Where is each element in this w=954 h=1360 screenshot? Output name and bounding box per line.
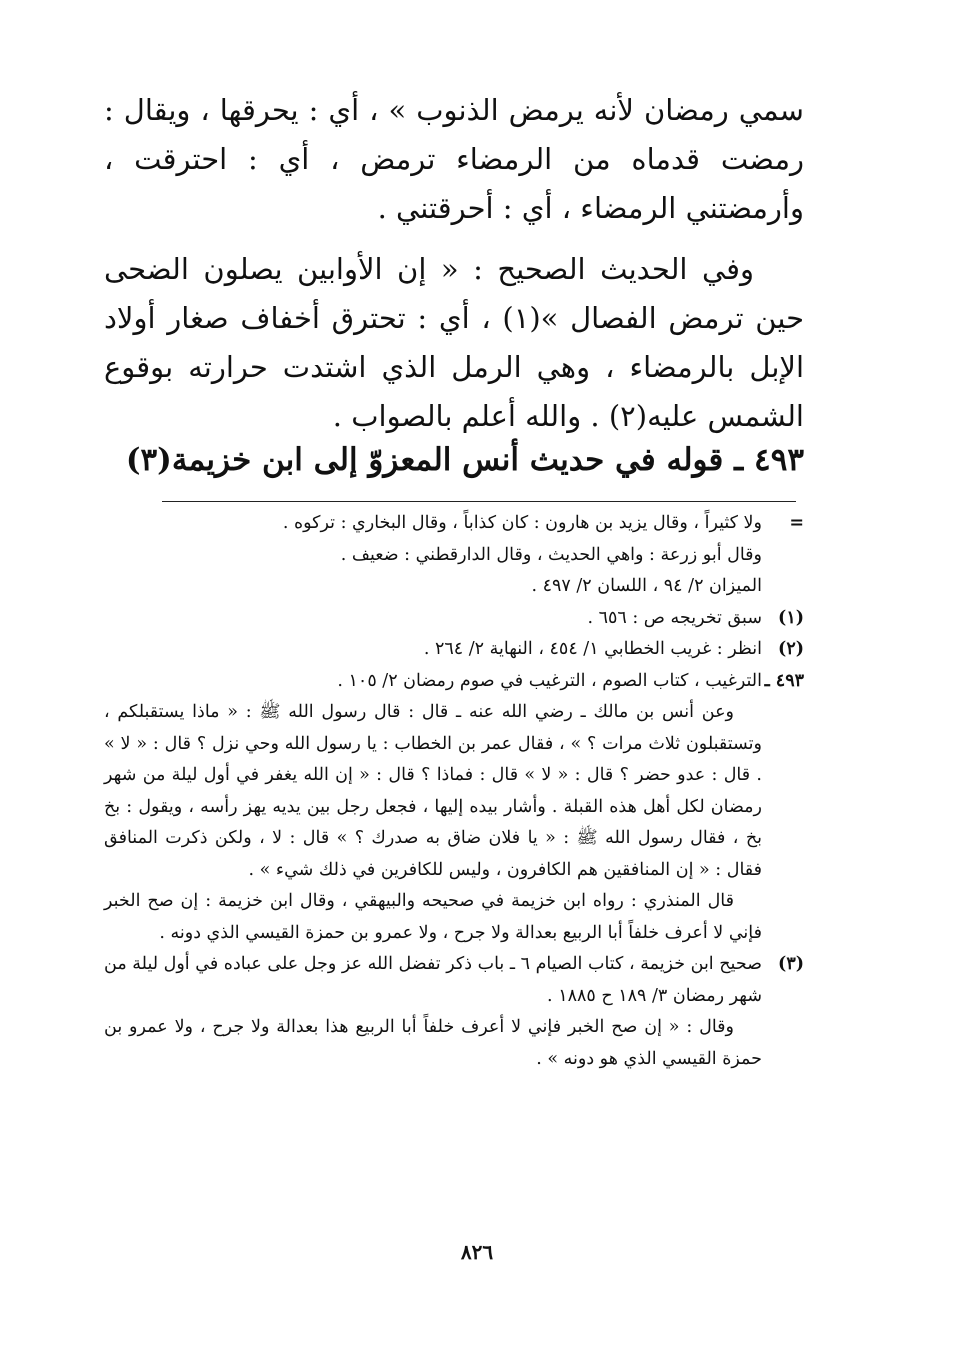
- footnote-mark: =: [789, 513, 804, 533]
- footnote-text: انظر : غريب الخطابي ١/ ٤٥٤ ، النهاية ٢/ ٢٦٤ .: [423, 639, 762, 659]
- footnote-text: صحيح ابن خزيمة ، كتاب الصيام ٦ ـ باب ذكر تفضل الله عز وجل على عباده في أول ليلة من شهر رمضان ٣/ ١٨٩ ح ١٨٨٥ .: [104, 954, 762, 1006]
- footnote-body: [104, 508, 762, 603]
- footnote-line: ولا كثيراً ، وقال يزيد بن هارون : كان كذاباً ، وقال البخاري : تركوه .: [282, 513, 762, 533]
- footnote-text: الترغيب ، كتاب الصوم ، الترغيب في صوم رمضان ٢/ ١٠٥ .: [337, 670, 762, 691]
- footnote-493: [104, 666, 804, 950]
- footnote-2: [104, 634, 804, 666]
- main-paragraph-1: سمي رمضان لأنه يرمض الذنوب » ، أي : يحرقها ، ويقال : رمضت قدماه من الرمضاء ترمض ، أي : احترقت ، وأرمضتني الرمضاء ، أي : أحرقتني .: [104, 93, 804, 225]
- entry-heading: ٤٩٣ ـ قوله في حديث أنس المعزوّ إلى ابن خزيمة(٣): [125, 442, 804, 478]
- footnote-mark: ٤٩٣ ـ: [764, 670, 804, 691]
- footnote-3: [104, 949, 804, 1075]
- page-number: ٨٢٦: [460, 1240, 494, 1264]
- footnote-text: سبق تخريجه ص : ٦٥٦ .: [587, 607, 762, 628]
- footnote-mark: (١): [778, 607, 804, 628]
- footnote-line: الميزان ٢/ ٩٤ ، اللسان ٢/ ٤٩٧ .: [531, 576, 762, 596]
- footnote-hadith: وعن أنس بن مالك ـ رضي الله عنه ـ قال : قال رسول الله ﷺ : « ماذا يستقبلكم ، وتستقبلون ثلاث مرات ؟ » ، فقال عمر بن الخطاب : يا رسول الله وحي نزل ؟ قال : « لا » . قال : عدو حضر ؟ قال : « لا » قال : فماذا ؟ قال : « إن الله يغفر في أول ليلة من شهر رمضان لكل أهل هذه القبلة . وأشار بيده إليها ، فجعل رجل بين يديه يهز رأسه ، ويقول : بخ بخ ، فقال رسول الله ﷺ : « يا فلان ضاق به صدرك ؟ » قال : لا ، ولكن ذكرت المنافق فقال : « إن المنافقين هم الكافرون ، وليس للكافرين في ذلك شيء » .: [104, 702, 762, 880]
- footnote-mark: (٢): [778, 639, 804, 659]
- footnote-line: وقال أبو زرعة : واهي الحديث ، وقال الدارقطني : ضعيف .: [340, 544, 762, 565]
- footnote-mark: (٣): [778, 954, 804, 974]
- footnote-mundhiri: قال المنذري : رواه ابن خزيمة في صحيحه والبيهقي ، وقال ابن خزيمة : إن صح الخبر فإني لا أعرف خلفاً أبا الربيع بعدالة ولا جرح ، ولا عمرو بن حمزة القيسي الذي دونه .: [104, 891, 762, 943]
- footnote-separator: [162, 501, 796, 502]
- footnote-body: [104, 603, 762, 635]
- footnote-continuation: [104, 508, 804, 603]
- main-paragraph-2: وفي الحديث الصحيح : « إن الأوابين يصلون الضحى حين ترمض الفصال »(١) ، أي : تحترق أخفاف صغار أولاد الإبل بالرمضاء ، وهي الرمل الذي اشتدت حرارته بوقوع الشمس عليه(٢) . والله أعلم بالصواب .: [104, 252, 805, 433]
- main-text: [104, 86, 804, 441]
- footnote-body: [104, 634, 762, 666]
- footnote-body: [104, 949, 762, 1075]
- footnote-body: [104, 666, 762, 950]
- footnote-1: [104, 603, 804, 635]
- footnotes: [104, 508, 804, 1075]
- footnote-quote: وقال : « إن صح الخبر فإني لا أعرف خلفاً أبا الربيع هذا بعدالة ولا جرح ، ولا عمرو بن حمزة القيسي الذي هو دونه » .: [104, 1017, 762, 1069]
